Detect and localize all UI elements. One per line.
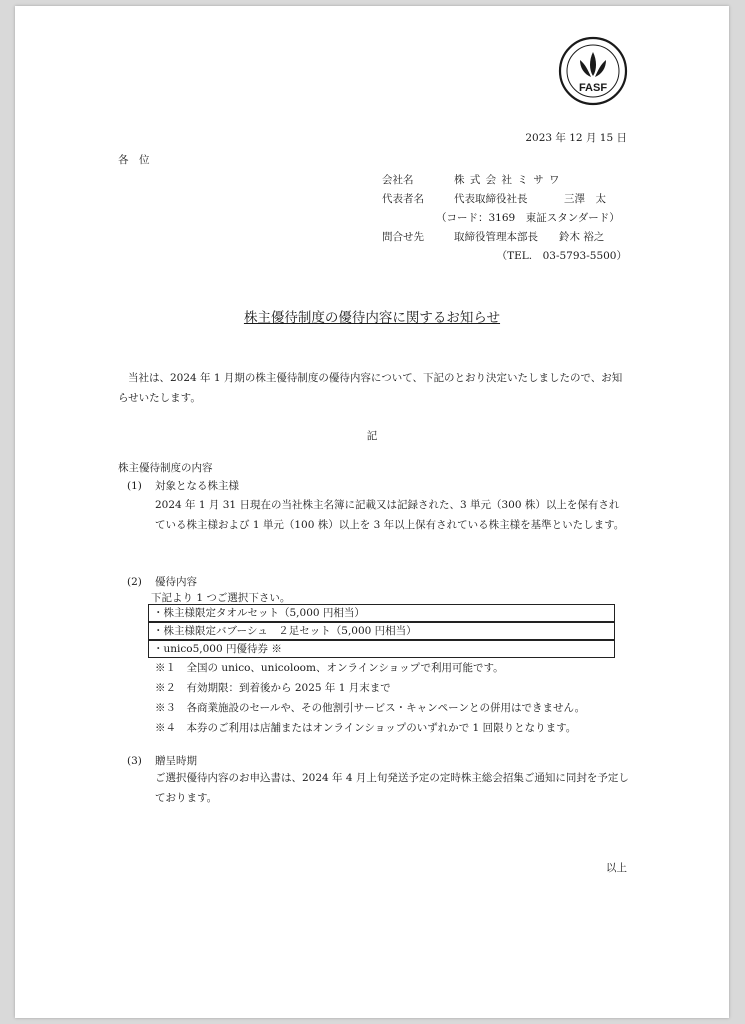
- note-2: ※２ 有効期限：到着後から 2025 年 1 月末まで: [155, 682, 391, 694]
- item-3-heading: 贈呈時期: [155, 755, 197, 767]
- option-babouche-set: ・株主様限定バブーシュ ２足セット（5,000 円相当）: [148, 622, 615, 640]
- note-3: ※３ 各商業施設のセールや、その他割引サービス・キャンペーンとの併用はできません。: [155, 702, 586, 714]
- page-title: 株主優待制度の優待内容に関するお知らせ: [243, 310, 501, 326]
- document-page: [15, 6, 729, 1018]
- addressee: 各 位: [118, 154, 150, 166]
- logo-text: FASF: [578, 82, 608, 94]
- closing-mark: 以上: [606, 862, 627, 874]
- note-4: ※４ 本券のご利用は店舗またはオンラインショップのいずれかで 1 回限りとなります。: [155, 722, 577, 734]
- contact-name: 鈴木 裕之: [559, 231, 605, 243]
- item-1-body: 2024 年 1 月 31 日現在の当社株主名簿に記載又は記録された、3 単元（300 株）以上を保有されている株主様および 1 単元（100 株）以上を 3 年以上保有されている株主様を基準といたします。: [155, 499, 625, 531]
- rep-name: 三澤 太: [564, 193, 606, 205]
- issue-date: 2023 年 12 月 15 日: [525, 132, 627, 144]
- item-3-body: ご選択優待内容のお申込書は、2024 年 4 月上旬発送予定の定時株主総会招集ご通知に同封を予定しております。: [155, 772, 629, 804]
- contact-title: 取締役管理本部長: [454, 231, 538, 243]
- company-name: 株 式 会 社 ミ サ ワ: [454, 174, 561, 186]
- contact-label: 問合せ先: [382, 231, 424, 243]
- stock-code: （コード：3169 東証スタンダード）: [436, 212, 620, 224]
- option-unico-voucher: ・unico5,000 円優待券 ※: [148, 640, 615, 658]
- intro-paragraph: 当社は、2024 年 1 月期の株主優待制度の優待内容について、下記のとおり決定いたしましたので、お知らせいたします。: [118, 372, 623, 404]
- note-1: ※１ 全国の unico、unicoloom、オンラインショップで利用可能です。: [155, 662, 504, 674]
- rep-title: 代表取締役社長: [454, 193, 528, 205]
- item-2-number: (2): [127, 576, 142, 588]
- item-1-heading: 対象となる株主様: [155, 480, 239, 492]
- contact-tel: （TEL. 03-5793-5500）: [496, 250, 627, 262]
- company-label: 会社名: [382, 174, 414, 186]
- item-1-number: (1): [127, 480, 142, 492]
- option-towel-set: ・株主様限定タオルセット（5,000 円相当）: [148, 604, 615, 622]
- section-heading: 株主優待制度の内容: [118, 462, 213, 474]
- item-3-number: (3): [127, 755, 142, 767]
- item-2-lead: 下記より 1 つご選択下さい。: [151, 592, 291, 604]
- fasf-seal-icon: [558, 36, 628, 106]
- rep-label: 代表者名: [382, 193, 424, 205]
- item-2-heading: 優待内容: [155, 576, 197, 588]
- ki-marker: 記: [366, 430, 378, 442]
